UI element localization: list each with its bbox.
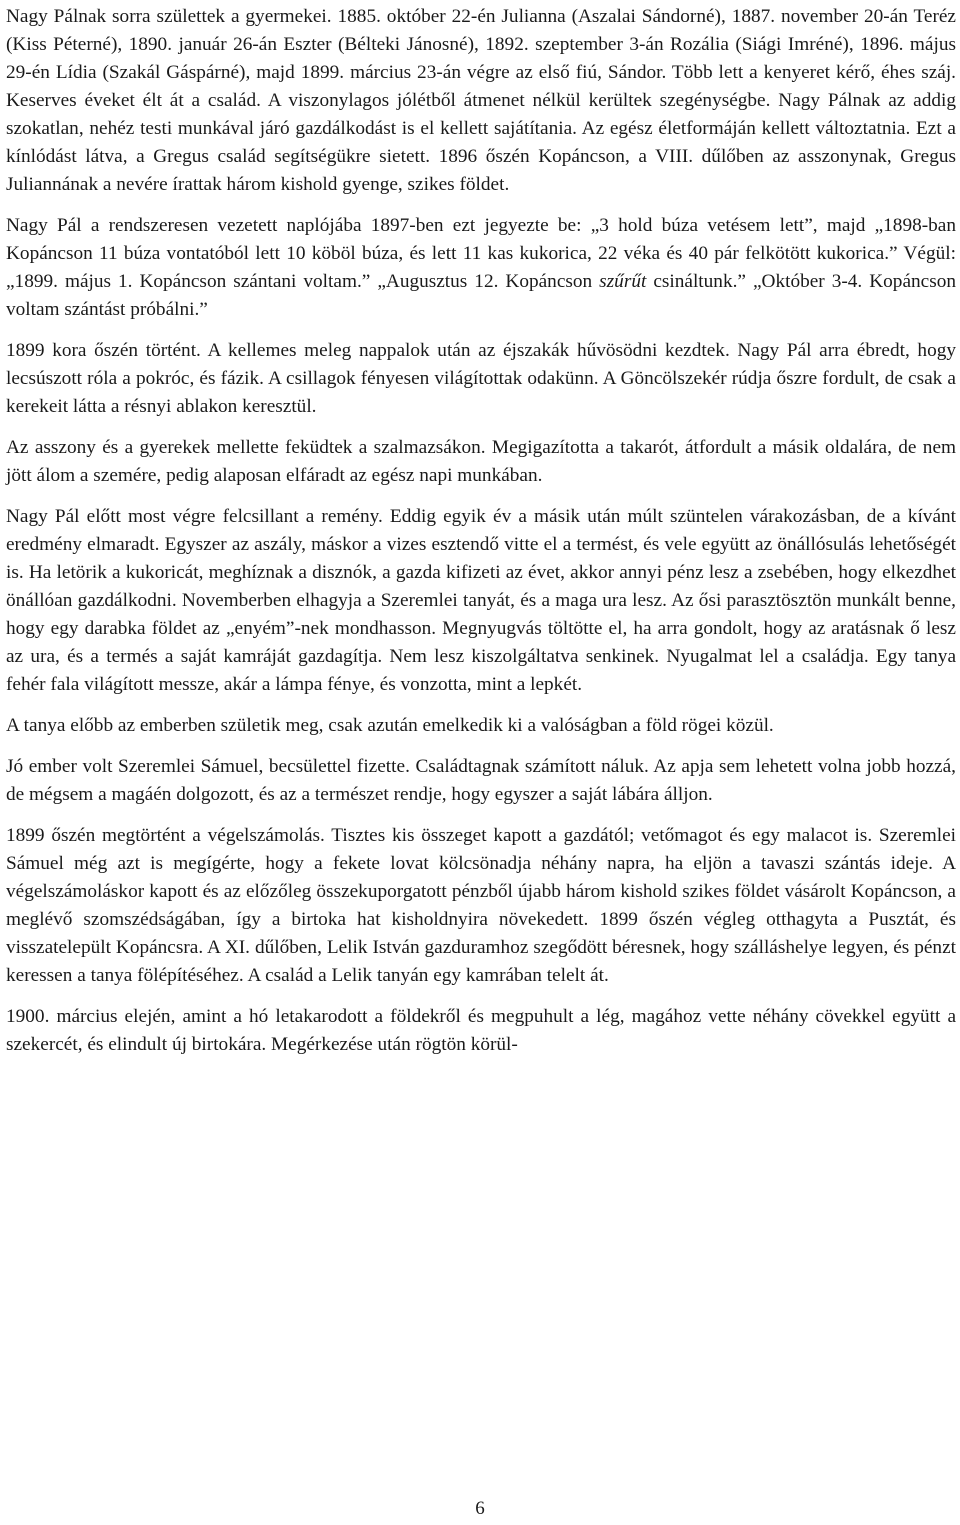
paragraph-family-asleep: Az asszony és a gyerekek mellette feküdtek a szalmazsákon. Megigazította a takarót, átfordult a másik oldalára, de nem jött álom a szemére, pedig alaposan elfáradt az egész napi munkában. [6,437,956,486]
paragraph-tanya: A tanya előbb az emberben születik meg, csak azután emelkedik ki a valóságban a föld rögei közül. [6,715,774,736]
paragraph-settlement: 1899 őszén megtörtént a végelszámolás. Tisztes kis összeget kapott a gazdától; vetőmagot és egy malacot is. Szeremlei Sámuel még azt is megígérte, hogy a fekete lovat kölcsönadja néhány napra, ha eljön a tavaszi szántás ideje. A végelszámoláskor kapott és az előzőleg összekuporgatott pénzből újabb három kishold szikes földet vásárolt Kopáncson, a meglévő szomszédságában, így a birtoka hat kisholdnyira növekedett. 1899 őszén végleg otthagyta a Pusztát, és visszatelepült Kopáncsra. A XI. dűlőben, Lelik István gazduramhoz szegődött béresnek, hogy szálláshelye legyen, és pénzt keressen a tanya fölépítéséhez. A család a Lelik tanyán egy kamrában telelt át. [6,825,956,986]
paragraph-march-1900: 1900. március elején, amint a hó letakarodott a földekről és megpuhult a lég, magához vette néhány cövekkel együtt a szekercét, és elindult új birtokára. Megérkezése után rögtön körül- [6,1006,956,1055]
paragraph-diary: Nagy Pál a rendszeresen vezetett naplójába 1897-ben ezt jegyezte be: „3 hold búza vetésem lett”, majd „1898-ban Kopáncson 11 búza vontatóból lett 10 köböl búza, és lett 11 kas kukorica, 22 véka és 40 pár felkötött kukorica.” Végül: „1899. május 1. Kopáncson szántani voltam.” „Augusztus 12. Kopáncson szűrűt csináltunk.” „Október 3-4. Kopáncson voltam szántást próbálni.” [6,215,956,320]
italic-word: szűrűt [599,271,647,292]
paragraph-szeremlei: Jó ember volt Szeremlei Sámuel, becsülettel fizette. Családtagnak számított náluk. Az apja sem lehetett volna jobb hozzá, de mégsem a magáén dolgozott, és az a természet rendje, hogy egyszer a saját lábára álljon. [6,756,956,805]
page-number: 6 [475,1498,485,1519]
paragraph-autumn-night: 1899 kora őszén történt. A kellemes meleg nappalok után az éjszakák hűvösödni kezdtek. Nagy Pál arra ébredt, hogy lecsúszott róla a pokróc, és fázik. A csillagok fényesen világítottak odakünn. A Göncölszekér rúdja őszre fordult, de csak a kerekeit látta a résnyi ablakon keresztül. [6,340,956,417]
paragraph-hope: Nagy Pál előtt most végre felcsillant a remény. Eddig egyik év a másik után múlt szüntelen várakozásban, de a kívánt eredmény elmaradt. Egyszer az aszály, máskor a vizes esztendő vitte el a termést, és vele együtt az önállósulás lehetőségét is. Ha letörik a kukoricát, meghíznak a disznók, a gazda kifizeti az évet, akkor annyi pénz lesz a zsebében, hogy elkezdhet önállóan gazdálkodni. Novemberben elhagyja a Szeremlei tanyát, és a maga ura lesz. Az ősi parasztösztön munkált benne, hogy egy darabka földet az „enyém”-nek mondhasson. Megnyugvás töltötte el, ha arra gondolt, hogy az aratásnak ő lesz az ura, és a termés a saját kamráját gazdagítja. Nem lesz kiszolgáltatva senkinek. Nyugalmat lel a családja. Egy tanya fehér fala világított messze, akár a lámpa fénye, és vonzotta, mint a lepkét. [6,506,956,695]
paragraph-children: Nagy Pálnak sorra születtek a gyermekei. 1885. október 22-én Julianna (Aszalai Sándorné), 1887. november 20-án Teréz (Kiss Péterné), 1890. január 26-án Eszter (Bélteki Jánosné), 1892. szeptember 3-án Rozália (Siági Imréné), 1896. május 29-én Lídia (Szakál Gáspárné), majd 1899. március 23-án végre az első fiú, Sándor. Több lett a kenyeret kérő, éhes száj. Keserves éveket élt át a család. A viszonylagos jólétből átmenet nélkül kerültek szegénységbe. Nagy Pálnak az addig szokatlan, nehéz testi munkával járó gazdálkodást is el kellett sajátítania. Az egész életformáján kellett változtatnia. Ezt a kínlódást látva, a Gregus család segítségükre sietett. 1896 őszén Kopáncson, a VIII. dűlőben az asszonynak, Gregus Juliannának a nevére írattak három kishold gyenge, szikes földet. [6,6,956,195]
document-page [6,3,956,1072]
